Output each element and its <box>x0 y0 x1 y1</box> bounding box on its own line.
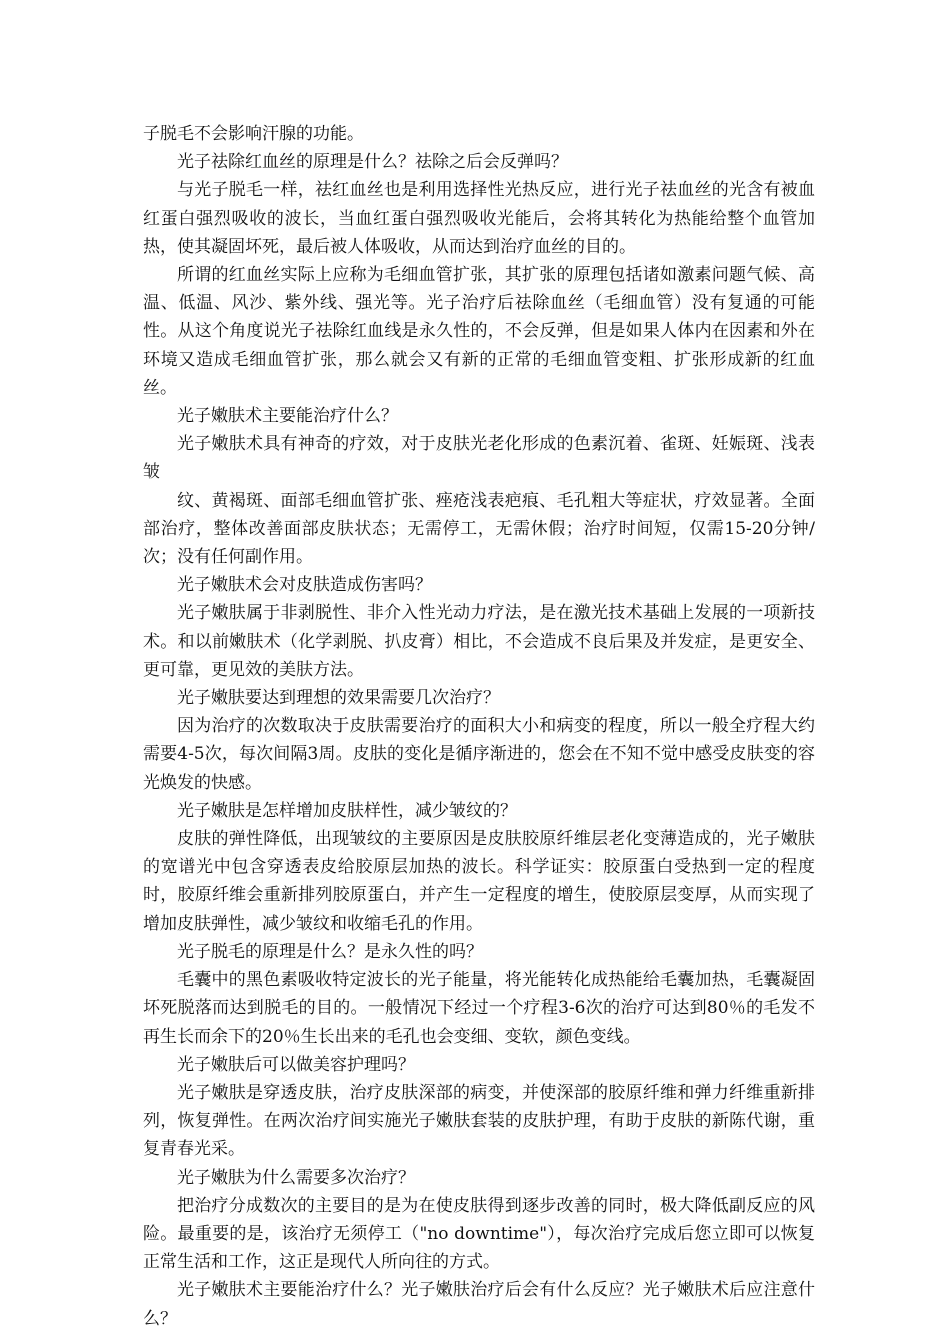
document-page <box>143 120 815 1333</box>
question-heading: 光子嫩肤为什么需要多次治疗？ <box>177 1167 415 1188</box>
answer-paragraph: 皮肤的弹性降低，出现皱纹的主要原因是皮肤胶原纤维层老化变薄造成的，光子嫩肤的宽谱光中包含穿透表皮给胶原层加热的波长。科学证实：胶原蛋白受热到一定的程度时，胶原纤维会重新排列胶原蛋白，并产生一定程度的增生，使胶原层变厚，从而实现了增加皮肤弹性，减少皱纹和收缩毛孔的作用。 <box>143 829 815 934</box>
answer-paragraph: 与光子脱毛一样，祛红血丝也是利用选择性光热反应，进行光子祛血丝的光含有被血红蛋白强烈吸收的波长，当血红蛋白强烈吸收光能后，会将其转化为热能给整个血管加热，使其凝固坏死，最后被人体吸收，从而达到治疗血丝的目的。 <box>143 180 815 257</box>
answer-paragraph: 毛囊中的黑色素吸收特定波长的光子能量，将光能转化成热能给毛囊加热，毛囊凝固坏死脱落而达到脱毛的目的。一般情况下经过一个疗程3-6次的治疗可达到80％的毛发不再生长而余下的20％生长出来的毛孔也会变细、变软，颜色变线。 <box>143 970 815 1047</box>
answer-paragraph: 纹、黄褐斑、面部毛细血管扩张、痤疮浅表疤痕、毛孔粗大等症状，疗效显著。全面部治疗，整体改善面部皮肤状态；无需停工，无需休假；治疗时间短，仅需15-20分钟/次；没有任何副作用。 <box>143 490 815 568</box>
question-heading: 光子嫩肤术主要能治疗什么？ <box>177 406 398 427</box>
answer-paragraph: 光子嫩肤是穿透皮肤，治疗皮肤深部的病变，并使深部的胶原纤维和弹力纤维重新排列，恢复弹性。在两次治疗间实施光子嫩肤套装的皮肤护理，有助于皮肤的新陈代谢，重复青春光采。 <box>143 1082 815 1160</box>
question-heading: 光子脱毛的原理是什么？是永久性的吗？ <box>177 941 483 962</box>
question-heading: 光子嫩肤术主要能治疗什么？光子嫩肤治疗后会有什么反应？光子嫩肤术后应注意什么？ <box>143 1280 815 1329</box>
question-heading: 光子嫩肤后可以做美容护理吗？ <box>177 1054 415 1075</box>
answer-paragraph: 所谓的红血丝实际上应称为毛细血管扩张，其扩张的原理包括诸如激素问题气候、高温、低温、风沙、紫外线、强光等。光子治疗后祛除血丝（毛细血管）没有复通的可能性。从这个角度说光子祛除红血线是永久性的，不会反弹，但是如果人体内在因素和外在环境又造成毛细血管扩张，那么就会又有新的正常的毛细血管变粗、扩张形成新的红血丝。 <box>143 265 815 398</box>
answer-paragraph: 因为治疗的次数取决于皮肤需要治疗的面积大小和病变的程度，所以一般全疗程大约需要4-5次，每次间隔3周。皮肤的变化是循序渐进的，您会在不知不觉中感受皮肤变的容光焕发的快感。 <box>143 716 815 793</box>
question-heading: 光子嫩肤要达到理想的效果需要几次治疗？ <box>177 688 500 709</box>
question-heading: 光子嫩肤是怎样增加皮肤样性，减少皱纹的？ <box>177 800 517 821</box>
question-heading: 光子嫩肤术会对皮肤造成伤害吗？ <box>177 575 432 596</box>
answer-paragraph: 光子嫩肤术具有神奇的疗效，对于皮肤光老化形成的色素沉着、雀斑、妊娠斑、浅表皱 <box>143 434 815 483</box>
paragraph-continuation: 子脱毛不会影响汗腺的功能。 <box>143 124 364 144</box>
question-heading: 光子祛除红血丝的原理是什么？祛除之后会反弹吗？ <box>177 152 568 173</box>
answer-paragraph: 把治疗分成数次的主要目的是为在使皮肤得到逐步改善的同时，极大降低副反应的风险。最重要的是，该治疗无须停工（"no downtime"），每次治疗完成后您立即可以恢复正常生活和工作，这正是现代人所向往的方式。 <box>143 1195 815 1273</box>
answer-paragraph: 光子嫩肤属于非剥脱性、非介入性光动力疗法，是在激光技术基础上发展的一项新技术。和以前嫩肤术（化学剥脱、扒皮膏）相比，不会造成不良后果及并发症，是更安全、更可靠，更见效的美肤方法。 <box>143 603 815 680</box>
